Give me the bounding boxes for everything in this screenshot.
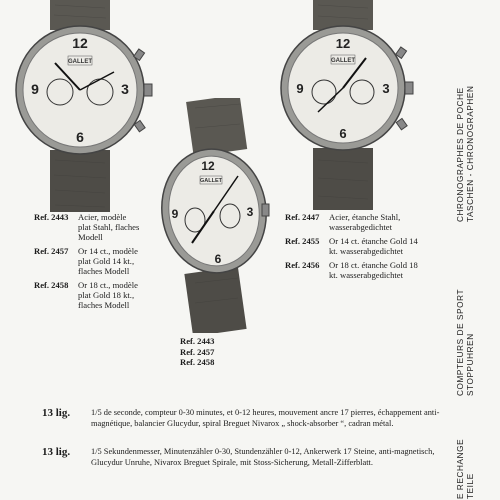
watch-image-left (10, 0, 160, 212)
reference-number: Ref. 2458 (34, 280, 69, 290)
reference-description: Or 18 ct., modèle plat Gold 18 kt., flaches Modell (78, 280, 138, 310)
reference-number: Ref. 2455 (285, 236, 320, 246)
reference-entry (285, 260, 421, 280)
heading-german: TEILE (465, 473, 475, 499)
svg-text:6: 6 (339, 126, 347, 141)
heading-french: COMPTEURS DE SPORT (456, 288, 465, 396)
reference-description: Acier, modèle plat Stahl, flaches Modell (78, 212, 140, 242)
reference-entry (285, 212, 421, 232)
svg-text:12: 12 (335, 36, 351, 51)
heading-german: TASCHEN - CHRONOGRAPHEN (465, 85, 475, 222)
center-reference-list (180, 336, 214, 368)
movement-size: 13 lig. (42, 407, 71, 419)
reference-entry (34, 212, 140, 242)
reference-number: Ref. 2447 (285, 212, 320, 222)
svg-text:9: 9 (171, 207, 179, 221)
left-reference-list (34, 212, 140, 314)
svg-text:3: 3 (121, 81, 129, 97)
heading-german: STOPPUHREN (465, 333, 475, 396)
heading-french: CHRONOGRAPHES DE POCHE (456, 87, 465, 222)
watch-image-center (150, 98, 280, 333)
reference-number: Ref. 2457 (34, 246, 69, 256)
watch-brand-logo: GALLET (200, 178, 222, 184)
movement-text: 1/5 Sekundenmesser, Minutenzähler 0-30, Stundenzähler 0-12, Ankerwerk 17 Steine, anti-magnetisch, Glucydur Unruhe, Nivarox Breguet Spirale, mit Stoss-Sicherung, Metall-Zifferblatt. (91, 447, 435, 467)
svg-text:3: 3 (246, 205, 254, 219)
section-heading-sport-counters (456, 289, 475, 396)
svg-text:12: 12 (201, 159, 215, 173)
svg-text:12: 12 (72, 35, 88, 51)
reference-entry (285, 236, 421, 256)
watch-brand-logo: GALLET (68, 59, 92, 65)
movement-size: 13 lig. (42, 446, 71, 458)
heading-french: E RECHANGE (456, 438, 465, 499)
right-reference-list (285, 212, 421, 284)
svg-text:6: 6 (214, 252, 222, 266)
reference-description: Or 14 ct., modèle plat Gold 14 kt., flaches Modell (78, 246, 138, 276)
reference-entry (34, 280, 140, 310)
reference-description: Acier, étanche Stahl, wasserabgedichtet (329, 212, 401, 232)
reference-number: Ref. 2443 (34, 212, 69, 222)
reference-description: Or 18 ct. étanche Gold 18 kt. wasserabgedichtet (329, 260, 418, 280)
reference-entry (34, 246, 140, 276)
reference-description: Or 14 ct. étanche Gold 14 kt. wasserabgedichtet (329, 236, 418, 256)
watch-image-right (278, 0, 428, 210)
watch-brand-logo: GALLET (331, 58, 355, 64)
reference-number: Ref. 2457 (180, 346, 215, 357)
svg-text:9: 9 (296, 81, 304, 96)
svg-text:9: 9 (31, 81, 39, 97)
svg-text:6: 6 (76, 129, 84, 145)
svg-text:3: 3 (382, 81, 390, 96)
reference-number: Ref. 2443 (180, 336, 215, 346)
movement-text: 1/5 de seconde, compteur 0-30 minutes, et 0-12 heures, mouvement ancre 17 pierres, échappement anti-magnétique, balancier Glucydur, spiral Breguet Nivarox „ shock-absorber “, cadran métal. (91, 408, 440, 428)
reference-number: Ref. 2458 (180, 357, 215, 367)
movement-description-german (42, 447, 452, 483)
section-heading-spare-parts (456, 439, 475, 499)
section-heading-chronographs (456, 86, 475, 222)
reference-number: Ref. 2456 (285, 260, 320, 270)
movement-description-french (42, 408, 452, 444)
